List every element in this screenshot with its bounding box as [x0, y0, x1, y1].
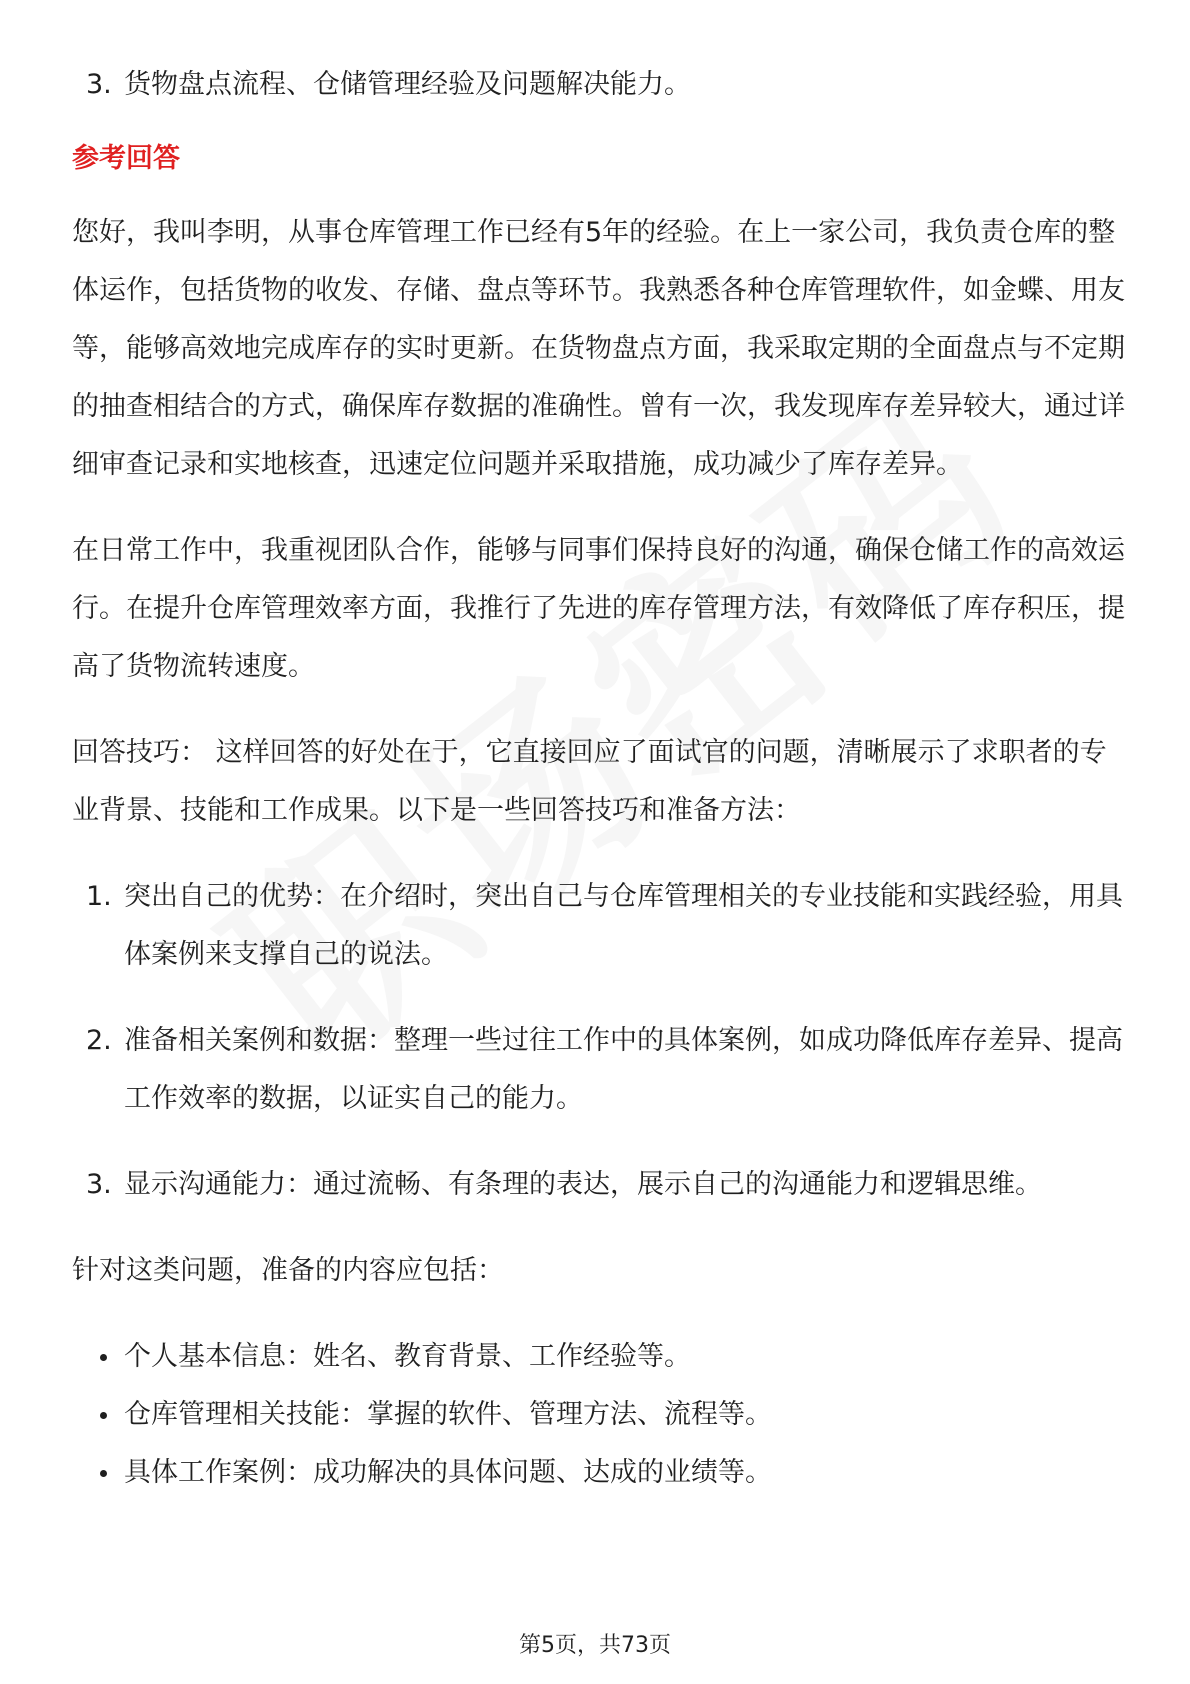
bullet-list	[72, 1328, 1132, 1502]
list-item	[72, 1386, 1132, 1444]
list-item	[72, 1012, 1132, 1128]
prep-intro: 针对这类问题，准备的内容应包括：	[72, 1255, 504, 1286]
list-item	[72, 1328, 1132, 1386]
list-item	[72, 868, 1132, 984]
list-item	[72, 1444, 1132, 1502]
list-text: 个人基本信息：姓名、教育背景、工作经验等。	[124, 1341, 691, 1372]
answer-paragraph-2: 在日常工作中，我重视团队合作，能够与同事们保持良好的沟通，确保仓储工作的高效运行。在提升仓库管理效率方面，我推行了先进的库存管理方法，有效降低了库存积压，提高了货物流转速度。	[72, 535, 1125, 682]
bullet-dot	[100, 1412, 107, 1419]
tips-intro: 回答技巧： 这样回答的好处在于，它直接回应了面试官的问题，清晰展示了求职者的专业背景、技能和工作成果。以下是一些回答技巧和准备方法：	[72, 737, 1107, 826]
answer-paragraph-1: 您好，我叫李明，从事仓库管理工作已经有5年的经验。在上一家公司，我负责仓库的整体运作，包括货物的收发、存储、盘点等环节。我熟悉各种仓库管理软件，如金蝶、用友等，能够高效地完成库存的实时更新。在货物盘点方面，我采取定期的全面盘点与不定期的抽查相结合的方式，确保库存数据的准确性。曾有一次，我发现库存差异较大，通过详细审查记录和实地核查，迅速定位问题并采取措施，成功减少了库存差异。	[72, 217, 1125, 480]
intro-list	[72, 56, 1132, 114]
list-item	[72, 1156, 1132, 1214]
tips-list	[72, 868, 1132, 1214]
list-text: 具体工作案例：成功解决的具体问题、达成的业绩等。	[124, 1457, 772, 1488]
page-footer: 第5页，共73页	[519, 1633, 671, 1658]
list-number: 1.	[86, 881, 112, 912]
bullet-dot	[100, 1470, 107, 1477]
list-item	[72, 56, 1132, 114]
list-number: 3.	[86, 69, 112, 100]
answer-heading: 参考回答	[72, 143, 180, 174]
list-number: 3.	[86, 1169, 112, 1200]
list-number: 2.	[86, 1025, 112, 1056]
list-text: 突出自己的优势：在介绍时，突出自己与仓库管理相关的专业技能和实践经验，用具体案例来支撑自己的说法。	[124, 881, 1123, 970]
list-text: 货物盘点流程、仓储管理经验及问题解决能力。	[124, 69, 691, 100]
bullet-dot	[100, 1354, 107, 1361]
list-text: 仓库管理相关技能：掌握的软件、管理方法、流程等。	[124, 1399, 772, 1430]
content	[72, 56, 1132, 1502]
list-text: 显示沟通能力：通过流畅、有条理的表达，展示自己的沟通能力和逻辑思维。	[124, 1169, 1042, 1200]
list-text: 准备相关案例和数据：整理一些过往工作中的具体案例，如成功降低库存差异、提高工作效率的数据，以证实自己的能力。	[124, 1025, 1123, 1114]
